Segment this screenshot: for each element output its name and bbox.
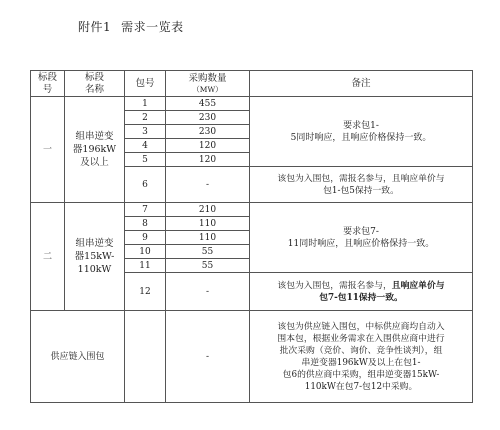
table-title: 需求一览表 — [121, 20, 184, 34]
header-remarks: 备注 — [250, 71, 473, 97]
package-no: 11 — [125, 259, 166, 273]
package-no: 7 — [125, 203, 166, 217]
table-row — [31, 97, 473, 111]
quantity-cell: 120 — [166, 153, 250, 167]
header-row — [31, 71, 473, 97]
package-no: 4 — [125, 139, 166, 153]
document-title — [78, 18, 184, 35]
quantity-cell: 55 — [166, 245, 250, 259]
lot-number: 二 — [31, 203, 65, 311]
package-remark: 该包为入围包，需报名参与，且响应单价与 包1-包5保持一致。 — [250, 167, 473, 203]
header-lot-name: 标段 名称 — [65, 71, 125, 97]
lot-remark: 要求包1- 5同时响应，且响应价格保持一致。 — [250, 97, 473, 167]
header-package: 包号 — [125, 71, 166, 97]
quantity-cell: 230 — [166, 111, 250, 125]
package-no: 10 — [125, 245, 166, 259]
quantity-cell: 230 — [166, 125, 250, 139]
package-no: 9 — [125, 231, 166, 245]
package-no — [125, 311, 166, 403]
package-no: 2 — [125, 111, 166, 125]
header-lot-no: 标段 号 — [31, 71, 65, 97]
package-remark: 该包为入围包，需报名参与，且响应单价与 包7-包11保持一致。 — [250, 273, 473, 311]
supply-chain-label: 供应链入围包 — [31, 311, 125, 403]
requirements-table — [30, 70, 473, 403]
package-no: 5 — [125, 153, 166, 167]
lot-remark: 要求包7- 11同时响应，且响应价格保持一致。 — [250, 203, 473, 273]
package-no: 3 — [125, 125, 166, 139]
supply-chain-remark: 该包为供应链入围包，中标供应商均自动入 围本包，根据业务需求在入围供应商中进行 批次采购（竞价、询价、竞争性谈判），组 串逆变器196kW及以上在包1- 包6的供应商中采购，组串逆变器15kW- 110kW在包7-包12中采购。 — [250, 311, 473, 403]
lot-name: 组串逆变 器15kW- 110kW — [65, 203, 125, 311]
annex-label: 附件1 — [78, 20, 112, 34]
quantity-cell: 120 — [166, 139, 250, 153]
table-row — [31, 203, 473, 217]
package-no: 12 — [125, 273, 166, 311]
package-no: 8 — [125, 217, 166, 231]
package-no: 1 — [125, 97, 166, 111]
quantity-cell: 210 — [166, 203, 250, 217]
quantity-cell: 455 — [166, 97, 250, 111]
header-quantity: 采购数量 （MW） — [166, 71, 250, 97]
supply-chain-row — [31, 311, 473, 403]
quantity-cell: - — [166, 273, 250, 311]
quantity-cell: 110 — [166, 231, 250, 245]
lot-number: 一 — [31, 97, 65, 203]
quantity-cell: - — [166, 167, 250, 203]
lot-name: 组串逆变 器196kW 及以上 — [65, 97, 125, 203]
quantity-cell: 110 — [166, 217, 250, 231]
quantity-cell: 55 — [166, 259, 250, 273]
quantity-cell: - — [166, 311, 250, 403]
package-no: 6 — [125, 167, 166, 203]
